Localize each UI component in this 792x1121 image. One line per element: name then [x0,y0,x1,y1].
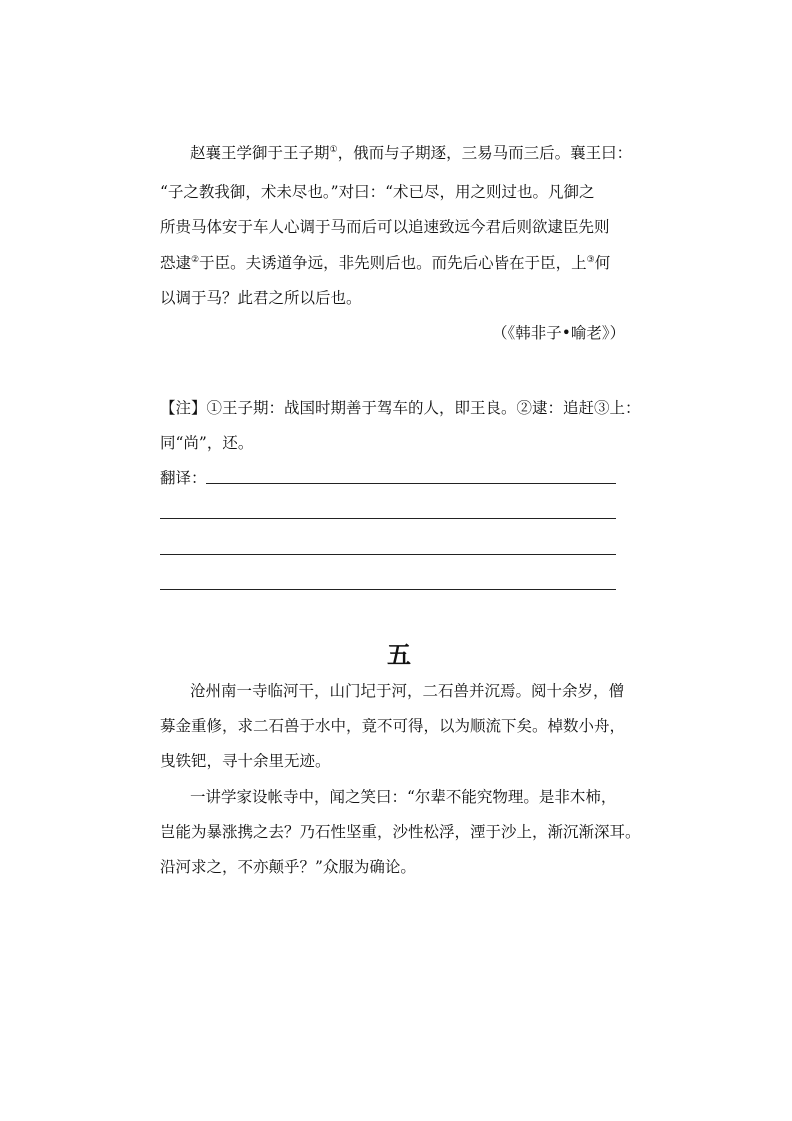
answer-line[interactable] [160,518,616,519]
text-segment: 恐逮 [160,254,192,272]
passage-line: 所贵马体安于车人心调于马而后可以追速致远今君后则欲逮臣先则 [160,218,610,236]
section-heading: 五 [387,640,411,669]
passage-line: 岂能为暴涨携之去？乃石性坚重，沙性松浮，湮于沙上，渐沉渐深耳。 [160,823,641,841]
footnote-marker: ③ [586,255,595,265]
passage-line [190,143,632,163]
passage-line: “子之教我御，术未尽也。”对曰：“术已尽，用之则过也。凡御之 [160,183,595,201]
footnote-marker: ② [191,255,200,265]
note-line: 同“尚”，还。 [160,434,254,452]
note-line: 【注】①王子期：战国时期善于驾车的人，即王良。②逮：追赶③上： [160,399,641,417]
translation-label: 翻译： [160,469,207,487]
text-segment: 赵襄王学御于王子期 [190,144,330,162]
passage-line: 沧州南一寺临河干，山门圮于河，二石兽并沉焉。阅十余岁，僧 [190,682,625,700]
passage-line: 沿河求之，不亦颠乎？”众服为确论。 [160,858,416,876]
footnote-marker: ① [329,145,338,155]
text-segment: 何 [594,254,611,272]
text-segment: 于臣。夫诱道争远，非先则后也。而先后心皆在于臣，上 [199,254,587,272]
answer-line[interactable] [206,483,616,484]
answer-line[interactable] [160,554,616,555]
answer-line[interactable] [160,589,616,590]
passage-line: 以调于马？此君之所以后也。 [160,289,362,307]
passage-line [160,253,610,273]
passage-line: 募金重修，求二石兽于水中，竟不可得，以为顺流下矣。棹数小舟， [160,717,626,735]
text-segment: ，俄而与子期逐，三易马而三后。襄王曰： [337,144,633,162]
passage-source: （《韩非子•喻老》） [492,324,626,342]
passage-line: 曳铁钯，寻十余里无迹。 [160,752,331,770]
passage-line: 一讲学家设帐寺中，闻之笑曰：“尔辈不能究物理。是非木柿， [190,788,617,806]
